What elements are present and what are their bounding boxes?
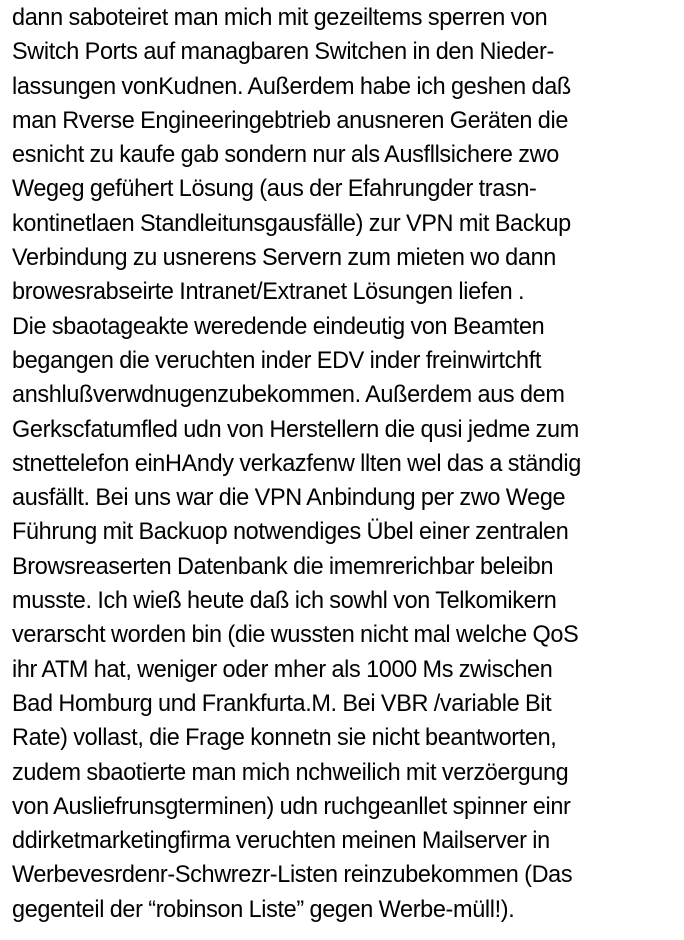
text-line: dann saboteiret man mich mit gezeiltems sperren von bbox=[12, 5, 548, 31]
text-line: kontinetlaen Standleitunsgausfälle) zur VPN mit Backup bbox=[12, 210, 571, 237]
text-line: Bad Homburg und Frankfurta.M. Bei VBR /variable Bit bbox=[12, 690, 552, 717]
text-line: esnicht zu kaufe gab sondern nur als Ausfllsichere zwo bbox=[12, 142, 559, 169]
text-line: Gerkscfatumfled udn von Herstellern die qusi jedme zum bbox=[12, 416, 579, 443]
text-line: Führung mit Backuop notwendiges Übel einer zentralen bbox=[12, 519, 569, 546]
text-line: begangen die veruchten inder EDV inder freinwirtchft bbox=[12, 347, 542, 374]
text-line: gegenteil der “robinson Liste” gegen Werbe-müll!). bbox=[12, 896, 515, 923]
text-line: Browsreaserten Datenbank die imemrerichbar beleibn bbox=[12, 553, 554, 580]
text-line: verarscht worden bin (die wussten nicht mal welche QoS bbox=[12, 622, 579, 649]
text-line: musste. Ich wieß heute daß ich sowhl von Telkomikern bbox=[12, 588, 557, 615]
text-line: Verbindung zu usnerens Servern zum mieten wo dann bbox=[12, 245, 556, 272]
text-line: ihr ATM hat, weniger oder mher als 1000 Ms zwischen bbox=[12, 656, 553, 683]
text-line: stnettelefon einHAndy verkazfenw llten wel das a ständig bbox=[12, 450, 581, 477]
text-line: ausfällt. Bei uns war die VPN Anbindung per zwo Wege bbox=[12, 485, 566, 512]
text-line: zudem sbaotierte man mich nchweilich mit verzöergung bbox=[12, 759, 569, 786]
text-line: Switch Ports auf managbaren Switchen in den Nieder- bbox=[12, 39, 554, 66]
text-line: Werbevesrdenr-Schwrezr-Listen reinzubekommen (Das bbox=[12, 862, 573, 889]
text-line: von Ausliefrunsgterminen) udn ruchgeanllet spinner einr bbox=[12, 793, 571, 820]
text-line: ddirketmarketingfirma veruchten meinen Mailserver in bbox=[12, 828, 550, 855]
text-line: Wegeg gefühert Lösung (aus der Efahrungder trasn- bbox=[12, 176, 537, 203]
text-line: man Rverse Engineeringebtrieb anusneren Geräten die bbox=[12, 107, 569, 134]
text-line: lassungen vonKudnen. Außerdem habe ich geshen daß bbox=[12, 73, 571, 100]
text-line: anshlußverwdnugenzubekommen. Außerdem aus dem bbox=[12, 382, 565, 409]
text-line: Rate) vollast, die Frage konnetn sie nicht beantworten, bbox=[12, 725, 557, 752]
text-line: Die sbaotageakte weredende eindeutig von Beamten bbox=[12, 313, 545, 340]
body-text bbox=[12, 1, 682, 927]
text-line: browesrabseirte Intranet/Extranet Lösungen liefen . bbox=[12, 279, 525, 306]
